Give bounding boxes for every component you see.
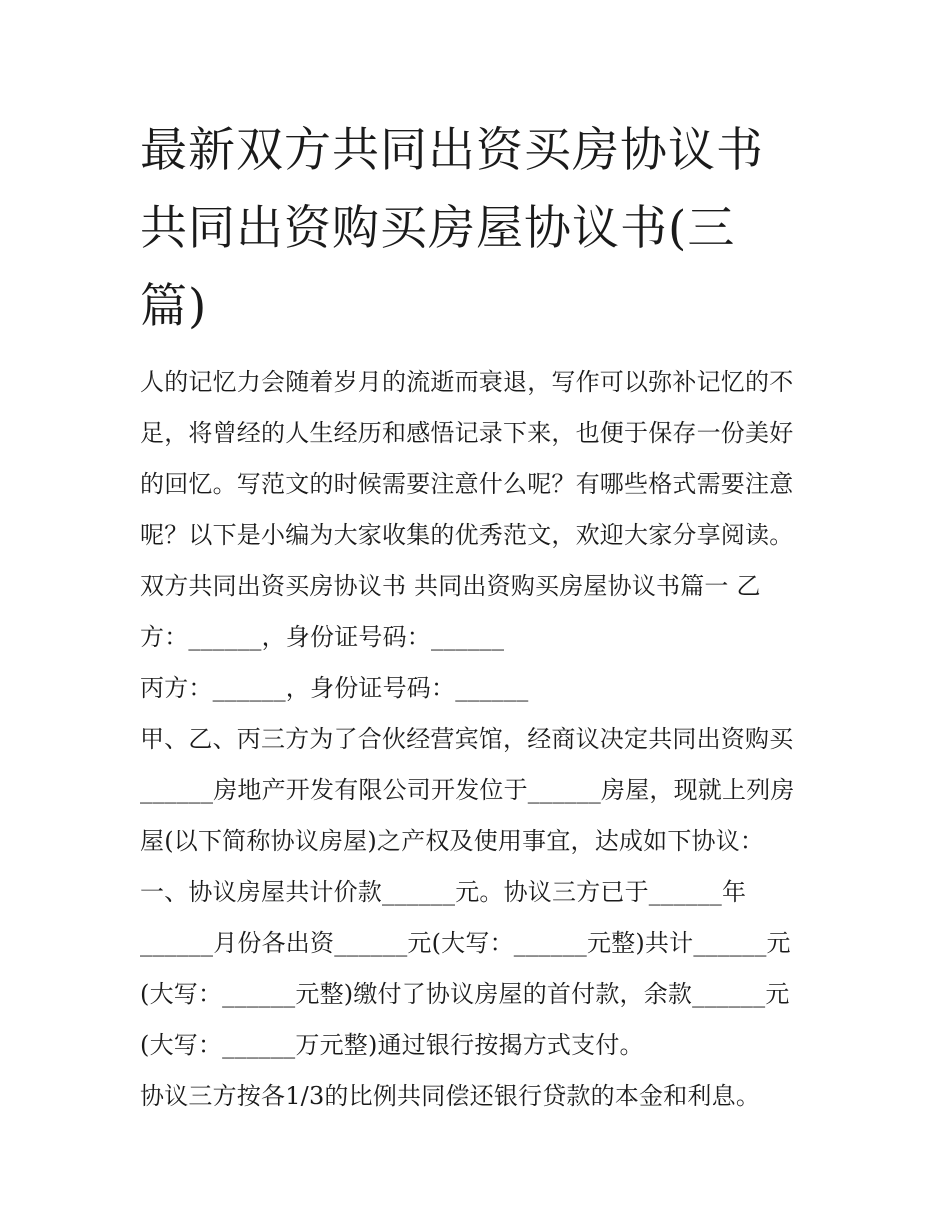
body-line: 的回忆。写范文的时候需要注意什么呢？有哪些格式需要注意 — [140, 470, 794, 498]
body-line: 丙方：______，身份证号码：______ — [140, 674, 529, 702]
body-line: (大写：______元整)缴付了协议房屋的首付款，余款______元 — [140, 980, 790, 1008]
document-body — [140, 357, 820, 1122]
document-title — [140, 112, 820, 346]
body-line: ______月份各出资______元(大写：______元整)共计______元 — [140, 929, 791, 957]
body-line: 协议三方按各1/3的比例共同偿还银行贷款的本金和利息。 — [140, 1082, 761, 1110]
body-line: 人的记忆力会随着岁月的流逝而衰退，写作可以弥补记忆的不 — [140, 368, 794, 396]
body-line: 甲、乙、丙三方为了合伙经营宾馆，经商议决定共同出资购买 — [140, 725, 794, 753]
body-line: (大写：______万元整)通过银行按揭方式支付。 — [140, 1031, 644, 1059]
body-line: 屋(以下简称协议房屋)之产权及使用事宜，达成如下协议： — [140, 827, 765, 855]
title-line: 共同出资购买房屋协议书(三 — [140, 201, 736, 256]
body-line: 双方共同出资买房协议书 共同出资购买房屋协议书篇一 乙 — [140, 572, 761, 600]
title-line: 最新双方共同出资买房协议书 — [140, 123, 764, 178]
body-line: ______房地产开发有限公司开发位于______房屋，现就上列房 — [140, 776, 795, 804]
title-line: 篇) — [140, 279, 208, 334]
body-line: 呢？以下是小编为大家收集的优秀范文，欢迎大家分享阅读。 — [140, 521, 794, 549]
body-line: 方：______，身份证号码：______ — [140, 623, 505, 651]
body-line: 一、协议房屋共计价款______元。协议三方已于______年 — [140, 878, 747, 906]
body-line: 足，将曾经的人生经历和感悟记录下来，也便于保存一份美好 — [140, 419, 794, 447]
